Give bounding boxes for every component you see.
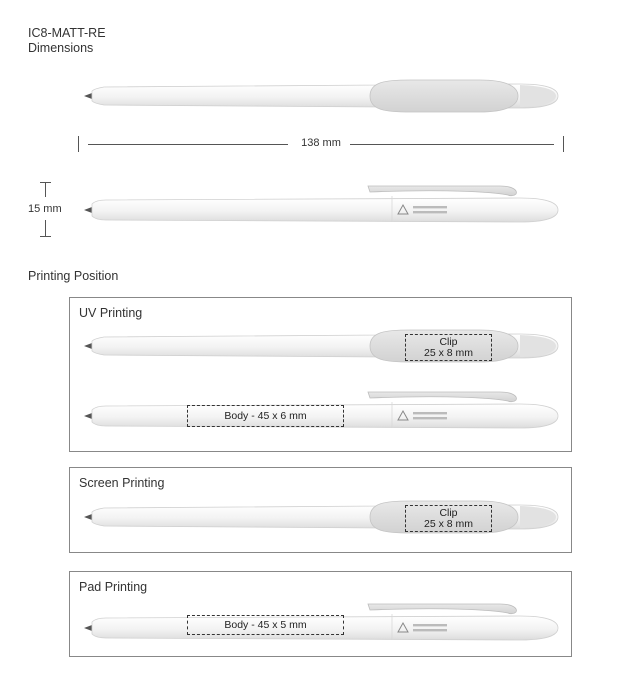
length-dimension bbox=[78, 136, 564, 156]
area-label: Body - 45 x 5 mm bbox=[224, 618, 307, 631]
diameter-dimension bbox=[28, 182, 68, 237]
area-label: Clip bbox=[439, 335, 458, 348]
panel-screen-printing bbox=[69, 467, 572, 553]
dimensions-heading: Dimensions bbox=[28, 41, 94, 55]
clip-print-area bbox=[405, 505, 492, 532]
pen-side-view-illustration bbox=[80, 174, 560, 234]
product-code: IC8-MATT-RE bbox=[28, 26, 106, 40]
clip-print-area bbox=[405, 334, 492, 361]
panel-title: Screen Printing bbox=[79, 476, 165, 490]
pen-top-view-illustration bbox=[80, 74, 560, 118]
area-size: 25 x 8 mm bbox=[423, 346, 473, 359]
area-size: 25 x 8 mm bbox=[423, 517, 473, 530]
body-print-area bbox=[187, 615, 344, 635]
area-label: Body - 45 x 6 mm bbox=[224, 409, 307, 422]
panel-pad-printing bbox=[69, 571, 572, 657]
area-label: Clip bbox=[439, 506, 458, 519]
panel-uv-printing bbox=[69, 297, 572, 452]
panel-title: Pad Printing bbox=[79, 580, 148, 594]
length-label: 138 mm bbox=[301, 137, 341, 149]
diameter-label: 15 mm bbox=[28, 203, 62, 215]
body-print-area bbox=[187, 405, 344, 427]
panel-title: UV Printing bbox=[79, 306, 143, 320]
printing-position-heading: Printing Position bbox=[28, 269, 119, 283]
